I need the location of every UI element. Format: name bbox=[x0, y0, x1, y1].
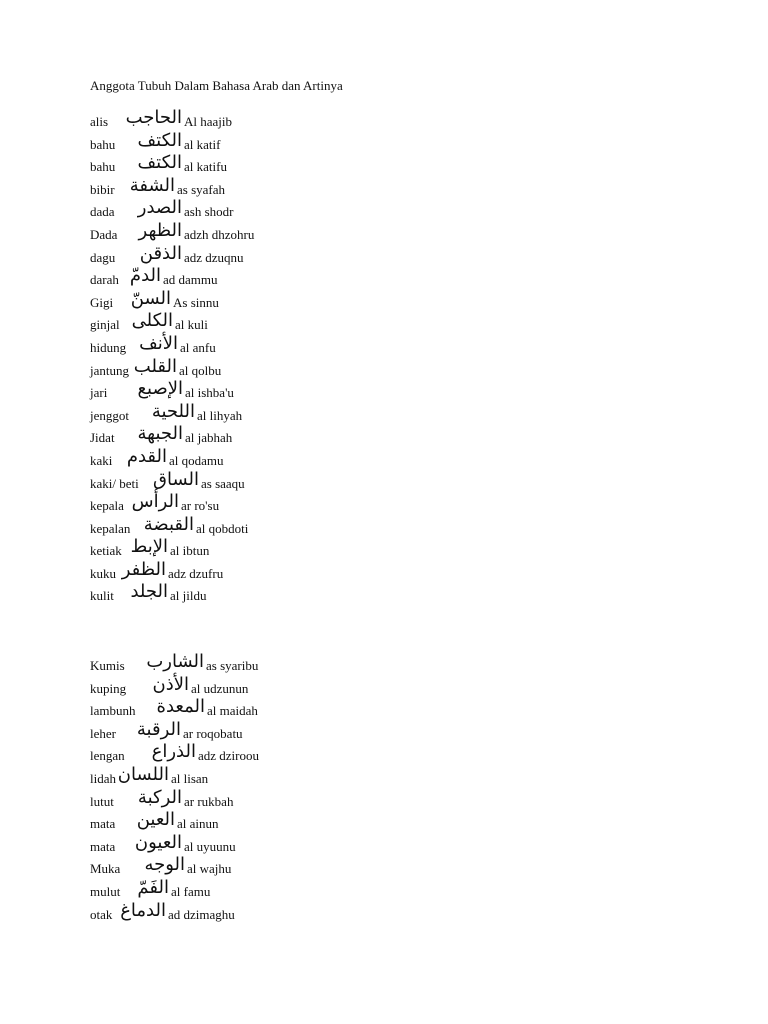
vocab-row bbox=[90, 198, 490, 221]
arabic-term: الظفر bbox=[121, 558, 166, 580]
latin-transliteration: al famu bbox=[171, 883, 211, 899]
vocab-row bbox=[90, 379, 490, 402]
arabic-term: الأنف bbox=[139, 332, 178, 354]
latin-transliteration: al ainun bbox=[177, 816, 219, 832]
latin-transliteration: al uyuunu bbox=[184, 838, 236, 854]
indonesian-term: Gigi bbox=[90, 294, 114, 310]
arabic-term: الساق bbox=[153, 468, 199, 490]
latin-transliteration: al anfu bbox=[180, 339, 216, 355]
arabic-term: الكلى bbox=[131, 310, 173, 332]
arabic-term: الذراع bbox=[151, 741, 196, 763]
arabic-term: اللحية bbox=[151, 400, 195, 422]
vocab-row bbox=[90, 221, 490, 244]
latin-transliteration: ad dzimaghu bbox=[168, 906, 235, 922]
indonesian-term: dada bbox=[90, 204, 115, 220]
vocab-row bbox=[90, 311, 490, 334]
arabic-term: القدم bbox=[126, 445, 167, 467]
arabic-term: القبضة bbox=[143, 513, 194, 535]
arabic-term: الفَمّ bbox=[137, 876, 169, 898]
arabic-term: الدمّ bbox=[129, 265, 161, 287]
indonesian-term: lidah bbox=[90, 770, 116, 786]
arabic-term: الدماغ bbox=[120, 899, 166, 921]
arabic-term: الحاجب bbox=[125, 107, 182, 128]
vocab-row bbox=[90, 833, 490, 856]
document-title: Anggota Tubuh Dalam Bahasa Arab dan Artinya bbox=[90, 78, 343, 93]
vocab-row bbox=[90, 675, 490, 698]
latin-transliteration: al qodamu bbox=[169, 452, 224, 468]
arabic-term: اللسان bbox=[117, 763, 169, 785]
vocab-row bbox=[90, 697, 490, 720]
arabic-term: الظهر bbox=[138, 219, 182, 241]
vocab-row bbox=[90, 515, 490, 538]
latin-transliteration: al ishba'u bbox=[185, 385, 234, 401]
indonesian-term: lutut bbox=[90, 793, 114, 809]
indonesian-term: Dada bbox=[90, 226, 118, 242]
arabic-term: الشارب bbox=[146, 651, 204, 672]
indonesian-term: mata bbox=[90, 838, 116, 854]
indonesian-term: hidung bbox=[90, 339, 127, 355]
indonesian-term: kaki/ beti bbox=[90, 475, 139, 491]
latin-transliteration: al wajhu bbox=[187, 861, 232, 877]
latin-transliteration: As sinnu bbox=[173, 294, 219, 310]
indonesian-term: mata bbox=[90, 816, 116, 832]
indonesian-term: jari bbox=[90, 385, 108, 401]
vocab-row bbox=[90, 810, 490, 833]
latin-transliteration: Al haajib bbox=[184, 114, 233, 129]
vocab-row bbox=[90, 742, 490, 765]
vocab-row bbox=[90, 334, 490, 357]
latin-transliteration: adz dziroou bbox=[198, 748, 260, 764]
indonesian-term: lambunh bbox=[90, 703, 136, 719]
vocab-row bbox=[90, 470, 490, 493]
latin-transliteration: al ibtun bbox=[170, 543, 210, 559]
latin-transliteration: al jabhah bbox=[185, 430, 233, 446]
indonesian-term: Jidat bbox=[90, 430, 115, 446]
latin-transliteration: al jildu bbox=[170, 588, 207, 604]
vocab-row bbox=[90, 855, 490, 878]
arabic-term: القلب bbox=[133, 355, 177, 377]
indonesian-term: jenggot bbox=[90, 407, 129, 423]
arabic-term: الوجه bbox=[144, 854, 185, 876]
indonesian-term: dagu bbox=[90, 249, 116, 265]
vocab-row bbox=[90, 289, 490, 312]
indonesian-term: Kumis bbox=[90, 658, 125, 673]
indonesian-term: bibir bbox=[90, 181, 115, 197]
arabic-term: الصدر bbox=[137, 197, 182, 219]
indonesian-term: kuping bbox=[90, 680, 127, 696]
latin-transliteration: ad dammu bbox=[163, 272, 218, 288]
vocab-row bbox=[90, 560, 490, 583]
indonesian-term: leher bbox=[90, 725, 116, 741]
arabic-term: المعدة bbox=[156, 696, 205, 718]
indonesian-term: kepala bbox=[90, 498, 124, 514]
vocab-row bbox=[90, 765, 490, 788]
latin-transliteration: ar rukbah bbox=[184, 793, 234, 809]
latin-transliteration: al katifu bbox=[184, 159, 227, 175]
arabic-term: السنّ bbox=[130, 287, 171, 309]
latin-transliteration: al katif bbox=[184, 136, 221, 152]
indonesian-term: ketiak bbox=[90, 543, 122, 559]
indonesian-term: darah bbox=[90, 272, 119, 288]
arabic-term: العيون bbox=[134, 831, 182, 853]
latin-transliteration: adzh dhzohru bbox=[184, 226, 255, 242]
vocab-row bbox=[90, 652, 490, 675]
vocab-row bbox=[90, 131, 490, 154]
arabic-term: الشفة bbox=[129, 174, 175, 196]
latin-transliteration: al qolbu bbox=[179, 362, 222, 378]
vocabulary-list-2 bbox=[90, 652, 490, 923]
arabic-term: الأذن bbox=[152, 673, 189, 695]
vocab-row bbox=[90, 901, 490, 924]
arabic-term: الكتف bbox=[137, 152, 182, 174]
latin-transliteration: al qobdoti bbox=[196, 520, 249, 536]
vocabulary-list-1 bbox=[90, 108, 490, 605]
indonesian-term: otak bbox=[90, 906, 113, 922]
vocab-row bbox=[90, 357, 490, 380]
latin-transliteration: ash shodr bbox=[184, 204, 234, 220]
vocab-row bbox=[90, 582, 490, 605]
indonesian-term: jantung bbox=[90, 362, 129, 378]
indonesian-term: kepalan bbox=[90, 520, 131, 536]
indonesian-term: ginjal bbox=[90, 317, 120, 333]
vocab-row bbox=[90, 537, 490, 560]
vocab-row bbox=[90, 244, 490, 267]
arabic-term: الإصبع bbox=[137, 378, 183, 400]
vocab-row bbox=[90, 492, 490, 515]
arabic-term: العين bbox=[136, 809, 175, 831]
latin-transliteration: adz dzufru bbox=[168, 565, 224, 581]
vocab-row bbox=[90, 447, 490, 470]
latin-transliteration: ar roqobatu bbox=[183, 725, 243, 741]
latin-transliteration: al lisan bbox=[171, 770, 209, 786]
vocab-row bbox=[90, 153, 490, 176]
arabic-term: الجبهة bbox=[137, 423, 183, 445]
vocab-row bbox=[90, 266, 490, 289]
indonesian-term: kuku bbox=[90, 565, 116, 581]
arabic-term: الجلد bbox=[130, 581, 168, 603]
arabic-term: الإبط bbox=[130, 536, 168, 558]
indonesian-term: kulit bbox=[90, 588, 114, 604]
indonesian-term: lengan bbox=[90, 748, 125, 764]
vocab-row bbox=[90, 176, 490, 199]
latin-transliteration: al maidah bbox=[207, 703, 258, 719]
latin-transliteration: al kuli bbox=[175, 317, 208, 333]
arabic-term: الذقن bbox=[139, 242, 182, 264]
latin-transliteration: as syaribu bbox=[206, 658, 259, 673]
arabic-term: الرقبة bbox=[136, 718, 181, 740]
latin-transliteration: as syafah bbox=[177, 181, 226, 197]
vocab-row bbox=[90, 402, 490, 425]
latin-transliteration: ar ro'su bbox=[181, 498, 220, 514]
vocab-row bbox=[90, 720, 490, 743]
indonesian-term: Muka bbox=[90, 861, 121, 877]
indonesian-term: bahu bbox=[90, 159, 116, 175]
indonesian-term: bahu bbox=[90, 136, 116, 152]
arabic-term: الرأس bbox=[131, 491, 179, 513]
vocab-row bbox=[90, 424, 490, 447]
indonesian-term: kaki bbox=[90, 452, 113, 468]
indonesian-term: alis bbox=[90, 114, 109, 129]
vocab-row bbox=[90, 878, 490, 901]
indonesian-term: mulut bbox=[90, 883, 121, 899]
vocab-row bbox=[90, 108, 490, 131]
latin-transliteration: as saaqu bbox=[201, 475, 245, 491]
latin-transliteration: al udzunun bbox=[191, 680, 249, 696]
arabic-term: الكتف bbox=[137, 129, 182, 151]
arabic-term: الركبة bbox=[137, 786, 182, 808]
latin-transliteration: al lihyah bbox=[197, 407, 243, 423]
latin-transliteration: adz dzuqnu bbox=[184, 249, 244, 265]
vocab-row bbox=[90, 788, 490, 811]
